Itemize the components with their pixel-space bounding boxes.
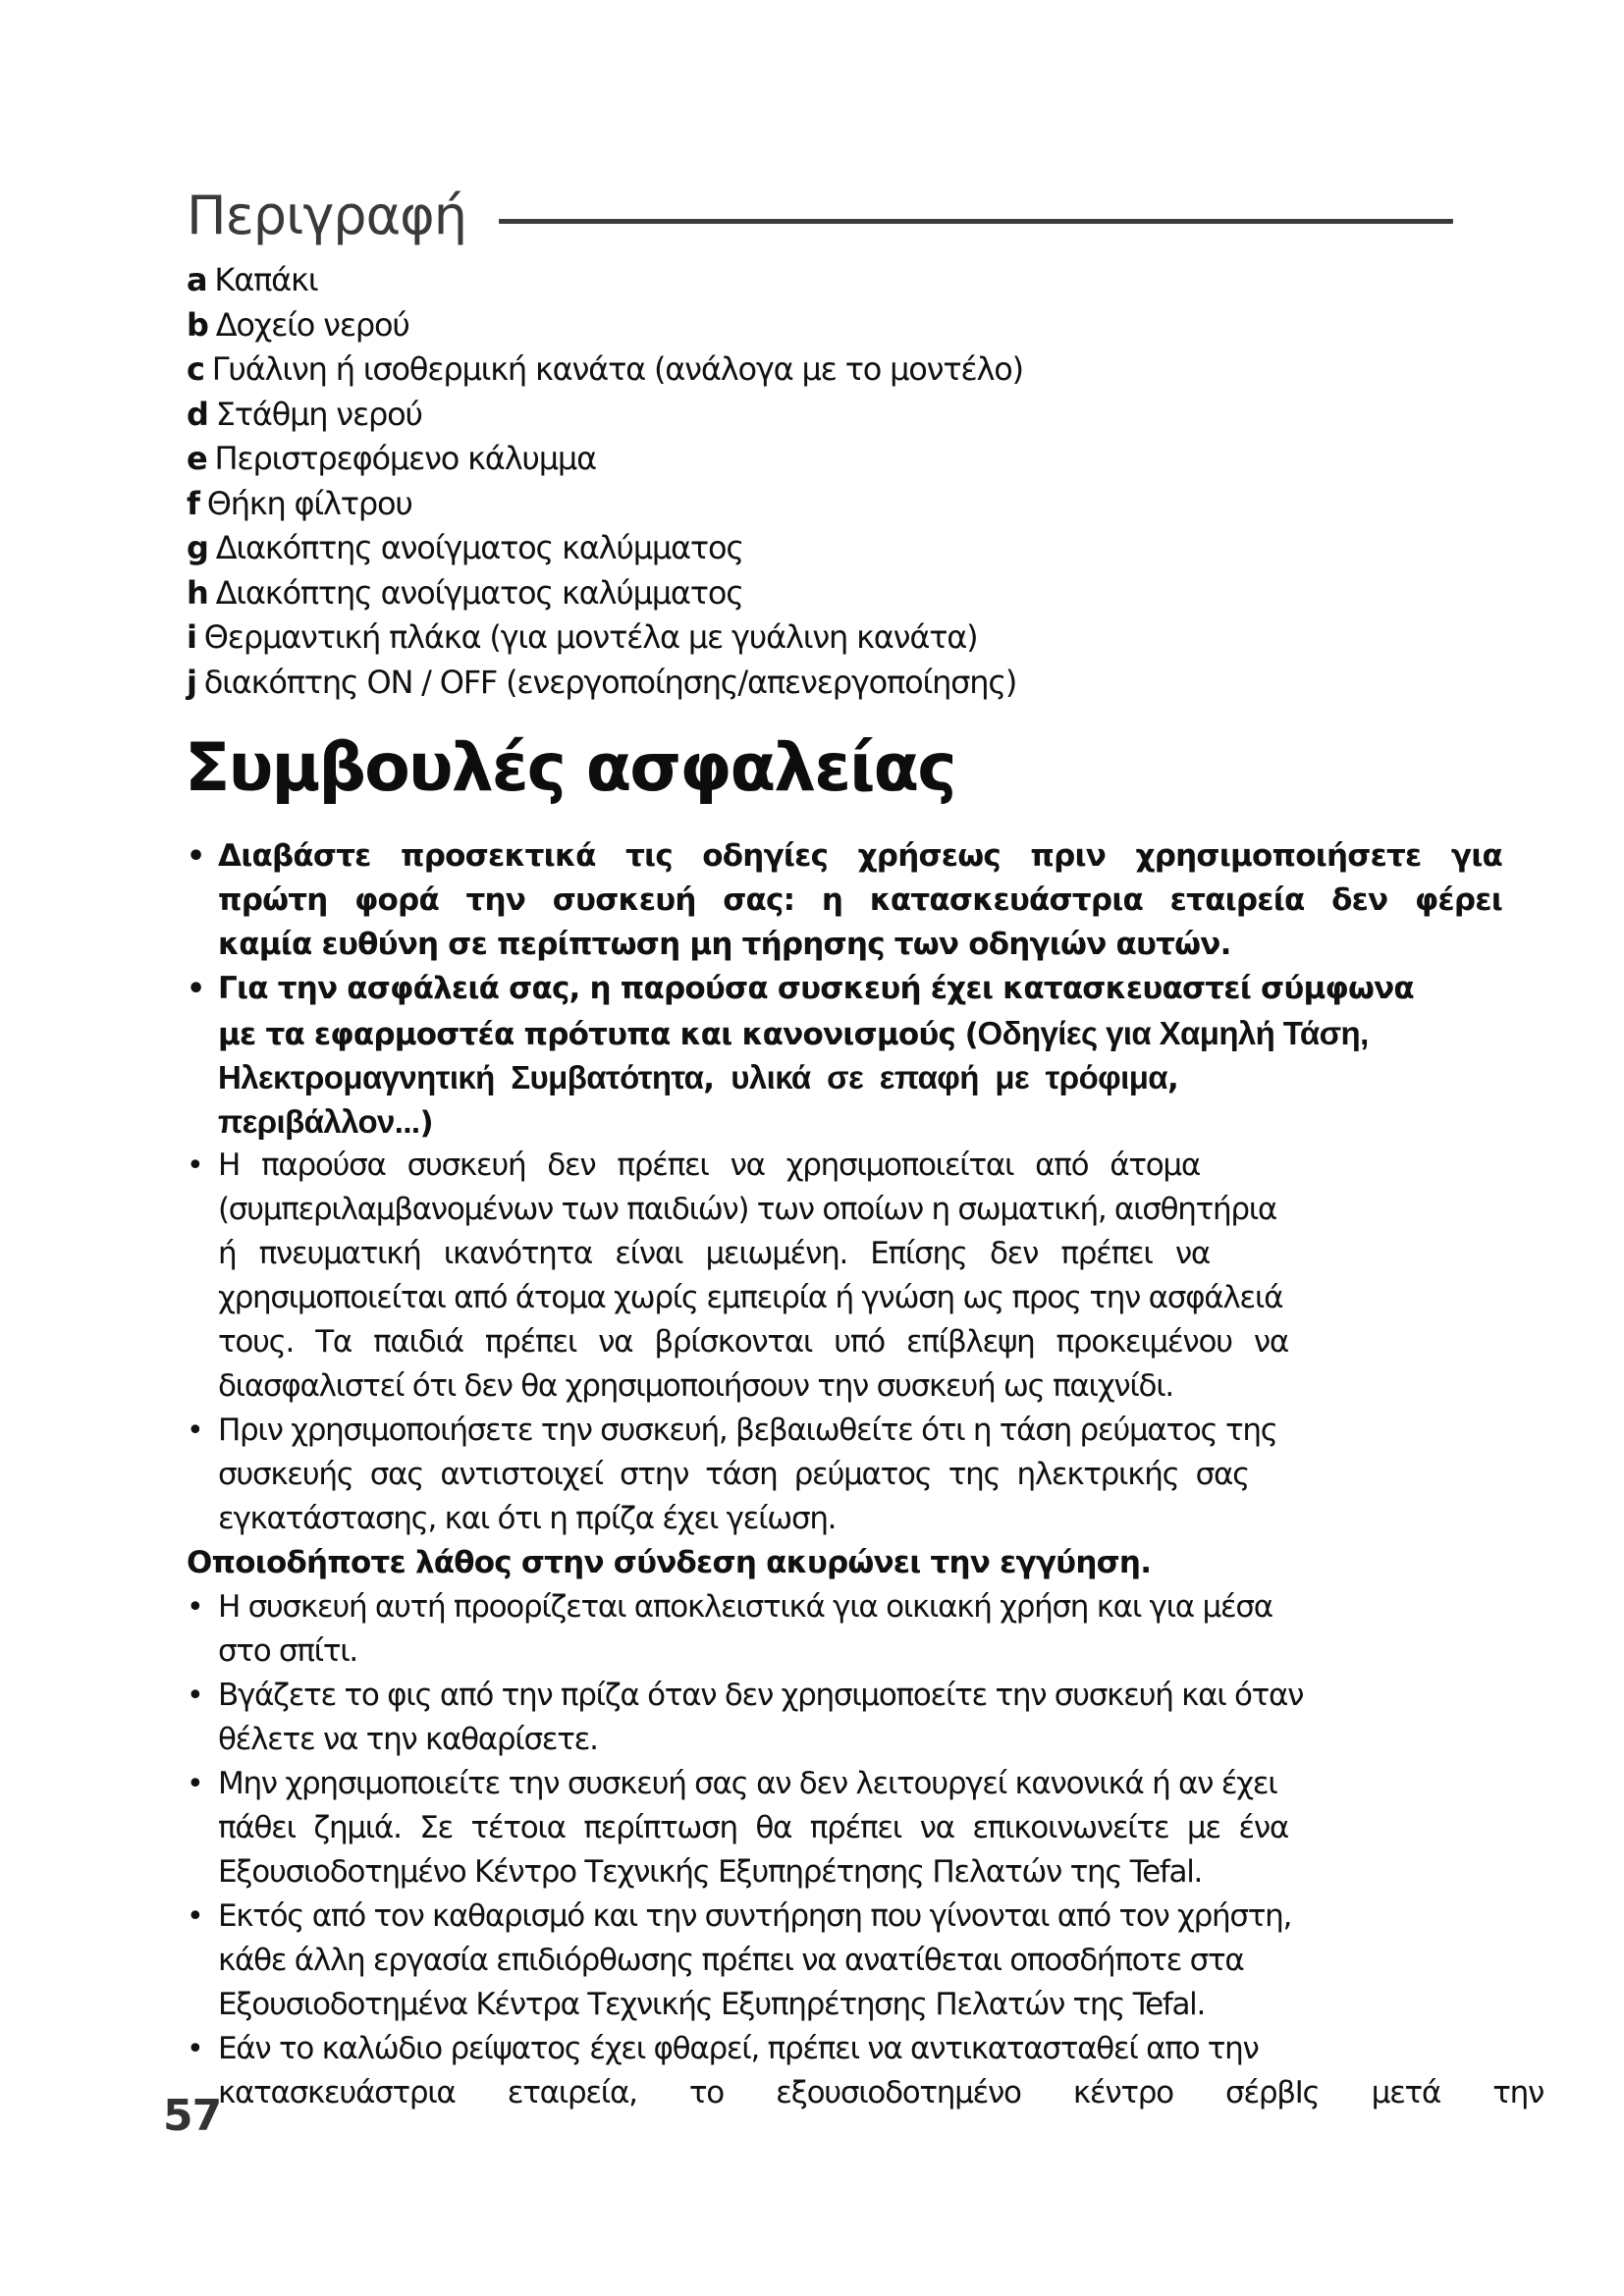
part-label: Θερμαντική πλάκα (για μοντέλα με γυάλινη κανάτα) [203, 618, 978, 656]
bullet-icon: • [187, 1767, 203, 1801]
safety-bullet-3-line: τους. Τα παιδιά πρέπει να βρίσκονται υπό επίβλεψη προκειμένου να [218, 1324, 1288, 1360]
safety-bullet-6-line: • Βγάζετε το φις από την πρίζα όταν δεν χρησιμοποείτε την συσκευή και όταν [187, 1674, 1522, 1718]
part-label: Διακόπτης ανοίγματος καλύμματος [215, 573, 743, 612]
safety-title: Συμβουλές ασφαλείας [185, 729, 955, 807]
part-label: Καπάκι [214, 261, 318, 298]
part-letter: i [187, 618, 196, 656]
safety-bullets [187, 834, 1543, 2115]
safety-bullet-5-line: στο σπίτι. [218, 1633, 357, 1669]
safety-bullet-3-line: διασφαλιστεί ότι δεν θα χρησιμοποιήσουν την συσκευή ως παιχνίδι. [218, 1368, 1173, 1404]
bullet-icon: • [187, 1679, 203, 1713]
page-number: 57 [163, 2091, 222, 2141]
part-item [187, 661, 1365, 706]
part-letter: e [187, 440, 207, 477]
safety-bullet-9-line: • Εάν το καλώδιο ρείψατος έχει φθαρεί, πρέπει να αντικατασταθεί απο την [187, 2027, 1522, 2071]
safety-bullet-9-line: κατασκευάστρια εταιρεία, το εξουσιοδοτημένο κέντρο σέρβIς μετά την [218, 2075, 1543, 2110]
part-letter: h [187, 573, 208, 612]
safety-bullet-4-line: συσκευής σας αντιστοιχεί στην τάση ρεύματος της ηλεκτρικής σας [218, 1457, 1249, 1492]
bullet-icon: • [187, 1414, 203, 1448]
part-item [187, 482, 1365, 527]
safety-bullet-3-line: ή πνευματική ικανότητα είναι μειωμένη. Επίσης δεν πρέπει να [218, 1236, 1210, 1271]
safety-bullet-8-line: Εξουσιοδοτημένα Κέντρα Τεχνικής Εξυπηρέτησης Πελατών της Tefal. [218, 1987, 1206, 2022]
part-item [187, 571, 1365, 616]
safety-bullet-4-line: εγκατάστασης, και ότι η πρίζα έχει γείωση. [218, 1501, 837, 1536]
part-item [187, 303, 1365, 348]
safety-bullet-2-line: περιβάλλον...) [218, 1103, 433, 1141]
safety-bullet-2-line: • Για την ασφάλειά σας, η παρούσα συσκευή έχει κατασκευαστεί σύμφωνα [187, 967, 1522, 1011]
safety-bullet-8-line: • Εκτός από τον καθαρισμό και την συντήρηση που γίνονται από τον χρήστη, [187, 1895, 1522, 1939]
part-item [187, 437, 1365, 482]
safety-bullet-3-line: • Η παρούσα συσκευή δεν πρέπει να χρησιμοποιείται από άτομα [187, 1144, 1200, 1188]
part-letter: j [187, 663, 196, 701]
part-letter: f [187, 484, 199, 522]
safety-bullet-5-line: • Η συσκευή αυτή προορίζεται αποκλειστικά για οικιακή χρήση και για μέσα [187, 1585, 1522, 1629]
safety-bullet-1-line: • Διαβάστε προσεκτικά τις οδηγίες χρήσεως πριν χρησιμοποιήσετε για [187, 834, 1502, 879]
part-label: Διακόπτης ανοίγματος καλύμματος [215, 529, 743, 566]
part-item [187, 393, 1365, 438]
bullet-icon: • [187, 2032, 203, 2066]
part-letter: c [187, 350, 204, 388]
bullet-icon: • [187, 1148, 203, 1183]
part-letter: b [187, 305, 208, 344]
part-letter: a [187, 261, 207, 298]
part-letter: d [187, 395, 208, 433]
safety-bullet-2-line: Ηλεκτρομαγνητική Συμβατότητα, υλικά σε επαφή με τρόφιμα, [218, 1059, 1178, 1096]
part-label: Γυάλινη ή ισοθερμική κανάτα (ανάλογα με το μοντέλο) [211, 350, 1023, 388]
part-label: διακόπτης ON / OFF (ενεργοποίησης/απενεργοποίησης) [203, 663, 1017, 701]
part-label: Θήκη φίλτρου [206, 484, 412, 522]
safety-bullet-6-line: θέλετε να την καθαρίσετε. [218, 1722, 598, 1757]
safety-bullet-7-line: πάθει ζημιά. Σε τέτοια περίπτωση θα πρέπει να επικοινωνείτε με ένα [218, 1810, 1288, 1845]
description-title: Περιγραφή [187, 185, 467, 246]
warranty-warning: Οποιοδήποτε λάθος στην σύνδεση ακυρώνει την εγγύηση. [187, 1545, 1152, 1580]
part-item [187, 347, 1365, 393]
title-rule-divider [499, 219, 1453, 224]
safety-bullet-8-line: κάθε άλλη εργασία επιδιόρθωσης πρέπει να ανατίθεται οποσδήποτε στα [218, 1943, 1244, 1978]
bullet-icon: • [187, 839, 205, 874]
safety-bullet-2-line: με τα εφαρμοστέα πρότυπα και κανονισμούς (Οδηγίες για Χαμηλή Τάση, [218, 1015, 1369, 1052]
part-label: Δοχείο νερού [215, 305, 409, 344]
part-item [187, 615, 1365, 661]
bullet-icon: • [187, 1590, 203, 1625]
part-item [187, 258, 1365, 303]
part-item [187, 526, 1365, 571]
safety-bullet-4-line: • Πριν χρησιμοποιήσετε την συσκευή, βεβαιωθείτε ότι η τάση ρεύματος της [187, 1409, 1522, 1453]
parts-list [187, 258, 1365, 705]
part-label: Περιστρεφόμενο κάλυμμα [214, 440, 596, 477]
description-header [187, 177, 1453, 255]
part-letter: g [187, 529, 208, 566]
bullet-icon: • [187, 972, 205, 1006]
bullet-icon: • [187, 1899, 203, 1934]
safety-bullet-7-line: • Μην χρησιμοποιείτε την συσκευή σας αν δεν λειτουργεί κανονικά ή αν έχει [187, 1762, 1522, 1806]
safety-bullet-1-line: καμία ευθύνη σε περίπτωση μη τήρησης των οδηγιών αυτών. [218, 927, 1231, 962]
safety-bullet-3-line: χρησιμοποιείται από άτομα χωρίς εμπειρία ή γνώση ως προς την ασφάλειά [218, 1280, 1283, 1315]
part-label: Στάθμη νερού [215, 395, 422, 433]
safety-bullet-7-line: Εξουσιοδοτημένο Κέντρο Τεχνικής Εξυπηρέτησης Πελατών της Tefal. [218, 1854, 1203, 1890]
safety-bullet-1-line: πρώτη φορά την συσκευή σας: η κατασκευάστρια εταιρεία δεν φέρει [218, 882, 1502, 918]
safety-bullet-3-line: (συμπεριλαμβανομένων των παιδιών) των οποίων η σωματική, αισθητήρια [218, 1192, 1277, 1227]
